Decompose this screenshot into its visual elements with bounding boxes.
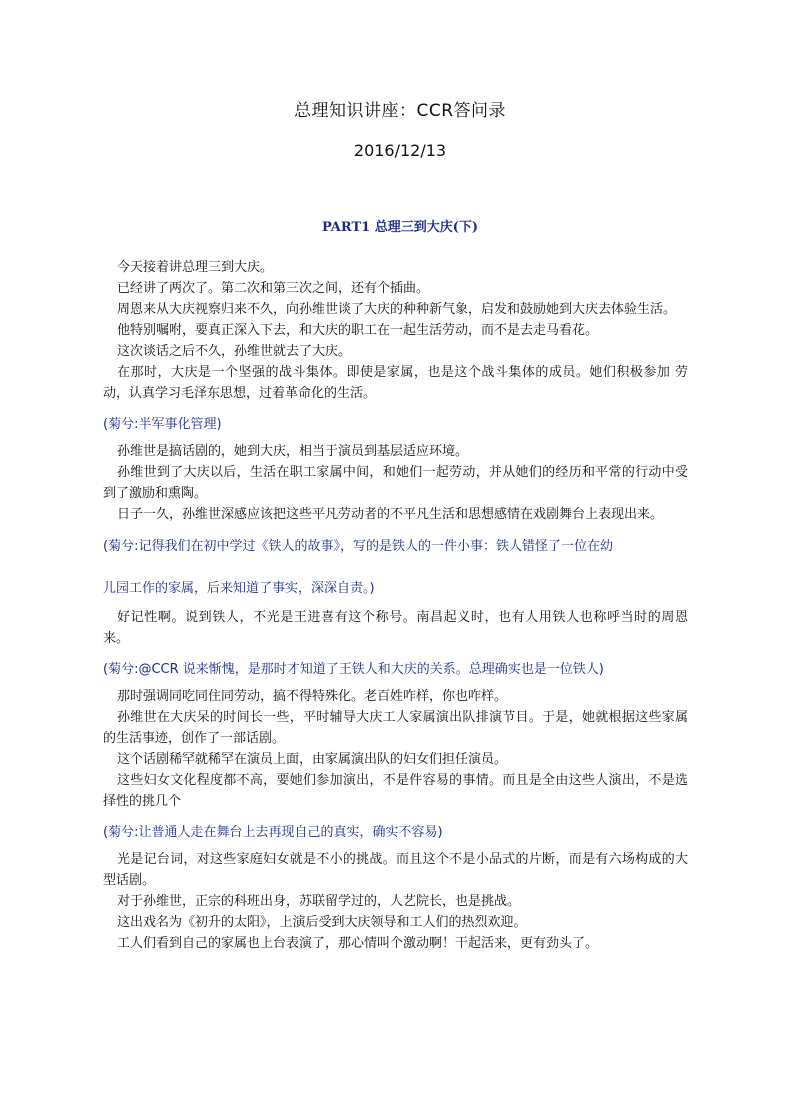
paragraph: 好记性啊。说到铁人，不光是王进喜有这个称号。南昌起义时，也有人用铁人也称呼当时的周恩来。 xyxy=(103,610,688,646)
paragraph: 那时强调同吃同住同劳动，搞不得特殊化。老百姓咋样，你也咋样。 xyxy=(117,689,508,704)
paragraph: 已经讲了两次了。第二次和第三次之间，还有个插曲。 xyxy=(117,281,430,296)
annotation-line: (菊兮:记得我们在初中学过《铁人的故事》，写的是铁人的一件小事：铁人错怪了一位在幼 xyxy=(103,539,613,554)
annotation-note-multiline xyxy=(103,535,688,601)
paragraph: 今天接着讲总理三到大庆。 xyxy=(117,260,274,275)
paragraph: 对于孙维世，正宗的科班出身，苏联留学过的，人艺院长，也是挑战。 xyxy=(117,894,521,909)
page-title: 总理知识讲座：CCR答问录 xyxy=(293,101,507,121)
document-date: 2016/12/13 xyxy=(353,141,447,160)
paragraph: 这出戏名为《初升的太阳》，上演后受到大庆领导和工人们的热烈欢迎。 xyxy=(117,915,527,930)
annotation-note: (菊兮:半军事化管理) xyxy=(103,417,222,432)
paragraph: 周恩来从大庆视察归来不久，向孙维世谈了大庆的种种新气象，启发和鼓励她到大庆去体验生活。 xyxy=(117,302,677,317)
paragraph: 他特别嘱咐，要真正深入下去，和大庆的职工在一起生活劳动，而不是去走马看花。 xyxy=(117,323,599,338)
annotation-note: (菊兮:让普通人走在舞台上去再现自己的真实，确实不容易) xyxy=(103,825,443,840)
annotation-note: (菊兮:@CCR 说来惭愧，是那时才知道了王铁人和大庆的关系。总理确实也是一位铁人) xyxy=(103,662,604,677)
paragraph: 这些妇女文化程度都不高，要她们参加演出，不是件容易的事情。而且是全由这些人演出，不是选择性的挑几个 xyxy=(103,773,688,809)
paragraph: 孙维世在大庆呆的时间长一些，平时辅导大庆工人家属演出队排演节目。于是，她就根据这些家属的生活事迹，创作了一部话剧。 xyxy=(103,710,688,746)
paragraph: 日子一久，孙维世深感应该把这些平凡劳动者的不平凡生活和思想感情在戏剧舞台上表现出来。 xyxy=(117,507,664,522)
paragraph: 孙维世是搞话剧的，她到大庆，相当于演员到基层适应环境。 xyxy=(117,444,469,459)
paragraph: 这个话剧稀罕就稀罕在演员上面，由家属演出队的妇女们担任演员。 xyxy=(117,752,508,767)
paragraph: 孙维世到了大庆以后，生活在职工家属中间，和她们一起劳动，并从她们的经历和平常的行动中受到了激励和熏陶。 xyxy=(103,465,688,501)
section-heading: PART1 总理三到大庆(下) xyxy=(321,220,479,235)
paragraph: 这次谈话之后不久，孙维世就去了大庆。 xyxy=(117,344,352,359)
paragraph: 光是记台词，对这些家庭妇女就是不小的挑战。而且这个不是小品式的片断，而是有六场构成的大型话剧。 xyxy=(103,852,688,888)
paragraph: 在那时，大庆是一个坚强的战斗集体。即使是家属，也是这个战斗集体的成员。她们积极参加 劳动，认真学习毛泽东思想，过着革命化的生活。 xyxy=(103,365,688,401)
document-body xyxy=(103,257,688,954)
annotation-line: 儿园工作的家属，后来知道了事实，深深自责。) xyxy=(103,581,375,596)
paragraph: 工人们看到自己的家属也上台表演了，那心情叫个激动啊！干起活来，更有劲头了。 xyxy=(117,936,599,951)
